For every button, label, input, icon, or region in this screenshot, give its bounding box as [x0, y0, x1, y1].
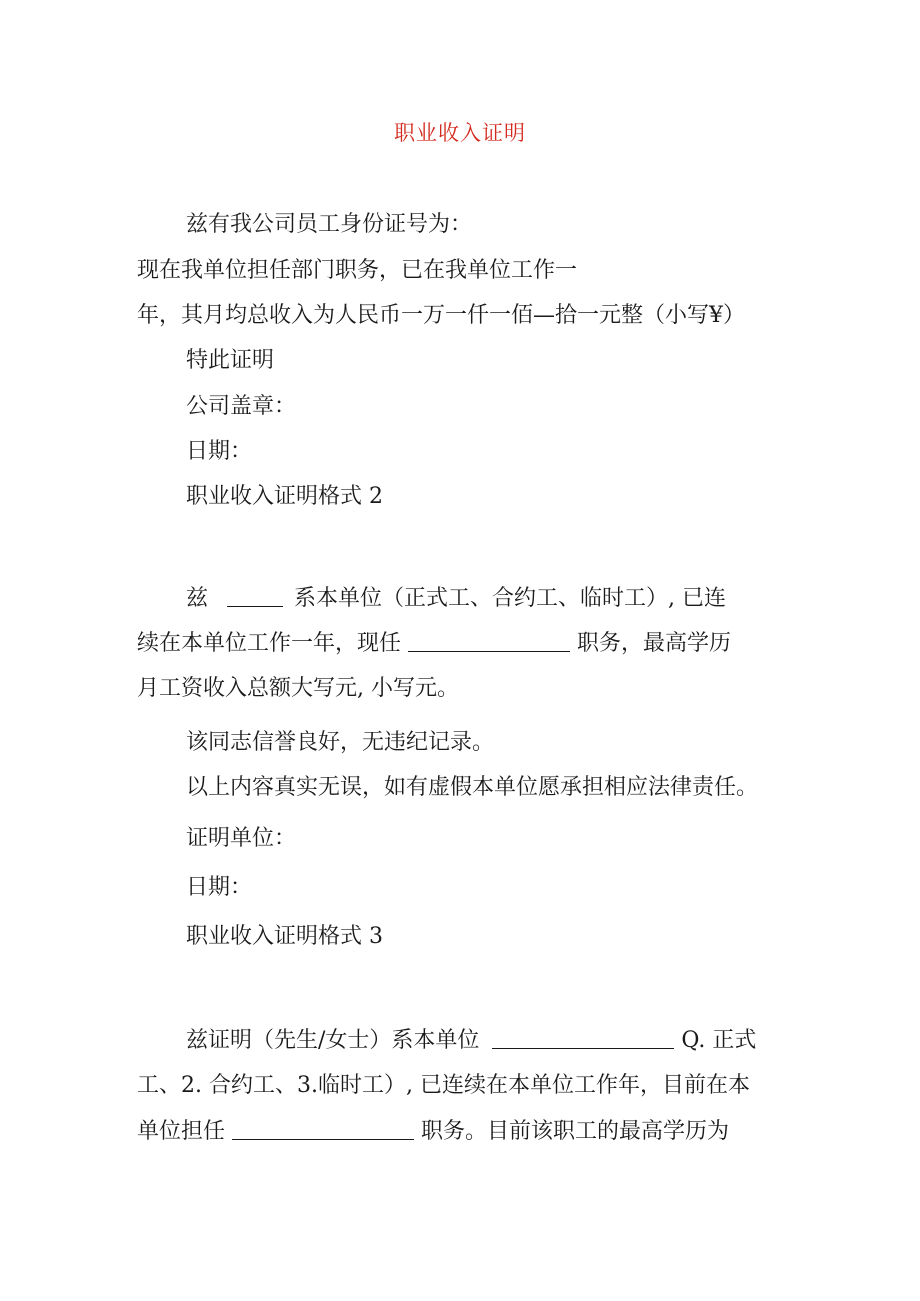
s2-line-4: 该同志信誉良好，无违纪记录。: [186, 730, 495, 755]
s2-line-7: 日期：: [186, 875, 253, 900]
position-blank: [408, 629, 570, 652]
s2-line-1-start: 兹: [186, 586, 209, 611]
s3-line-1-start: 兹证明（先生/女士）系本单位: [186, 1028, 480, 1053]
position-blank-2: [232, 1117, 414, 1140]
s1-line-5: 公司盖章：: [186, 394, 297, 419]
name-blank: [227, 584, 283, 607]
s1-line-1: 兹有我公司员工身份证号为：: [186, 212, 473, 237]
s2-line-2: [137, 629, 731, 659]
s2-line-2-end: 职务，最高学历: [577, 631, 732, 656]
s3-line-3-end: 职务。目前该职工的最高学历为: [421, 1119, 730, 1144]
s2-line-3: 月工资收入总额大写元, 小写元。: [137, 676, 459, 701]
heading-format-3: 职业收入证明格式 3: [186, 924, 383, 949]
s1-line-4: 特此证明: [186, 348, 275, 373]
s2-line-1-end: 系本单位（正式工、合约工、临时工）, 已连: [294, 586, 727, 611]
s3-line-1-end: Q. 正式: [681, 1028, 757, 1053]
s3-line-2: 工、2. 合约工、3.临时工）, 已连续在本单位工作年，目前在本: [137, 1073, 750, 1098]
s2-line-2-start: 续在本单位工作一年，现任: [137, 631, 402, 656]
s3-line-3: [137, 1117, 729, 1147]
s1-line-6: 日期：: [186, 439, 253, 464]
employment-blank: [492, 1026, 674, 1049]
document-title: 职业收入证明: [394, 121, 526, 145]
heading-format-2: 职业收入证明格式 2: [186, 484, 383, 509]
s3-line-1: [186, 1026, 756, 1056]
s2-line-6: 证明单位：: [186, 826, 297, 851]
s1-line-3: 年，其月均总收入为人民币一万一仟一佰—拾一元整（小写¥）: [137, 303, 745, 328]
s1-line-2: 现在我单位担任部门职务，已在我单位工作一: [137, 258, 578, 283]
s2-line-1: [186, 584, 726, 614]
s3-line-3-start: 单位担任: [137, 1119, 226, 1144]
s2-line-5: 以上内容真实无误，如有虚假本单位愿承担相应法律责任。: [186, 775, 759, 800]
